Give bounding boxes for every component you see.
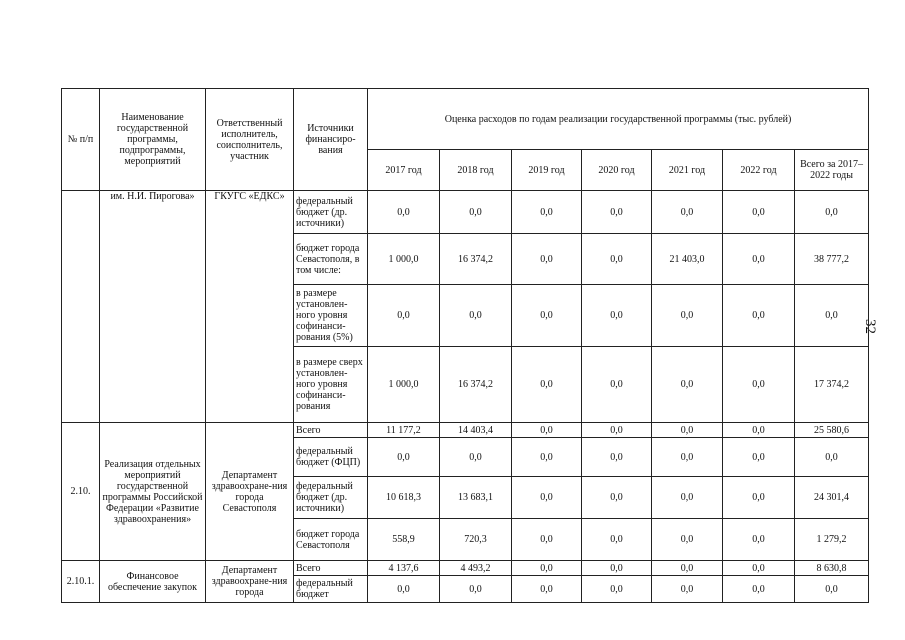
header-col-source: Источники финансиро-вания xyxy=(294,89,368,191)
value-cell: 0,0 xyxy=(652,191,723,234)
value-cell: 0,0 xyxy=(512,519,582,561)
value-cell: 0,0 xyxy=(582,347,652,423)
funding-source: бюджет города Севастополя xyxy=(294,519,368,561)
value-cell: 0,0 xyxy=(440,191,512,234)
value-cell: 0,0 xyxy=(652,423,723,438)
value-cell: 1 000,0 xyxy=(368,347,440,423)
total-cell: 24 301,4 xyxy=(795,477,869,519)
value-cell: 0,0 xyxy=(582,519,652,561)
table-row xyxy=(62,561,869,576)
value-cell: 0,0 xyxy=(512,191,582,234)
header-year: 2017 год xyxy=(368,150,440,191)
value-cell: 0,0 xyxy=(652,561,723,576)
value-cell: 0,0 xyxy=(512,423,582,438)
funding-source: бюджет города Севастополя, в том числе: xyxy=(294,234,368,285)
value-cell: 0,0 xyxy=(652,285,723,347)
header-col-resp: Ответственный исполнитель, соисполнитель, участник xyxy=(206,89,294,191)
value-cell: 4 137,6 xyxy=(368,561,440,576)
value-cell: 0,0 xyxy=(652,477,723,519)
value-cell: 0,0 xyxy=(582,576,652,603)
funding-source: Всего xyxy=(294,423,368,438)
value-cell: 0,0 xyxy=(723,423,795,438)
measure-name: Реализация отдельных мероприятий государственной программы Российской Федерации «Развитие здравоохранения» xyxy=(100,423,206,561)
value-cell: 720,3 xyxy=(440,519,512,561)
responsible-executor: Департамент здравоохране-ния города Севастополя xyxy=(206,423,294,561)
total-cell: 8 630,8 xyxy=(795,561,869,576)
value-cell: 11 177,2 xyxy=(368,423,440,438)
header-year: 2018 год xyxy=(440,150,512,191)
table-row xyxy=(62,191,869,234)
funding-source: Всего xyxy=(294,561,368,576)
measure-name: им. Н.И. Пирогова» xyxy=(100,191,206,423)
total-cell: 1 279,2 xyxy=(795,519,869,561)
value-cell: 0,0 xyxy=(582,477,652,519)
funding-source: федеральный бюджет (ФЦП) xyxy=(294,438,368,477)
value-cell: 0,0 xyxy=(368,576,440,603)
table-row xyxy=(62,423,869,438)
value-cell: 0,0 xyxy=(723,285,795,347)
value-cell: 0,0 xyxy=(723,347,795,423)
header-col-num: № п/п xyxy=(62,89,100,191)
value-cell: 0,0 xyxy=(512,347,582,423)
header-col-estimate: Оценка расходов по годам реализации государственной программы (тыс. рублей) xyxy=(368,89,869,150)
value-cell: 0,0 xyxy=(440,285,512,347)
total-cell: 25 580,6 xyxy=(795,423,869,438)
value-cell: 16 374,2 xyxy=(440,347,512,423)
funding-source: федеральный бюджет (др. источники) xyxy=(294,477,368,519)
total-cell: 17 374,2 xyxy=(795,347,869,423)
value-cell: 0,0 xyxy=(368,438,440,477)
value-cell: 0,0 xyxy=(723,576,795,603)
header-col-name: Наименование государственной программы, подпрограммы, мероприятий xyxy=(100,89,206,191)
total-cell: 38 777,2 xyxy=(795,234,869,285)
value-cell: 0,0 xyxy=(512,234,582,285)
value-cell: 0,0 xyxy=(512,576,582,603)
total-cell: 0,0 xyxy=(795,191,869,234)
row-number: 2.10. xyxy=(62,423,100,561)
row-number xyxy=(62,191,100,423)
value-cell: 0,0 xyxy=(368,285,440,347)
value-cell: 0,0 xyxy=(582,191,652,234)
value-cell: 0,0 xyxy=(582,561,652,576)
value-cell: 0,0 xyxy=(723,519,795,561)
responsible-executor: ГКУГС «ЕДКС» xyxy=(206,191,294,423)
value-cell: 4 493,2 xyxy=(440,561,512,576)
value-cell: 0,0 xyxy=(582,423,652,438)
value-cell: 0,0 xyxy=(652,347,723,423)
total-cell: 0,0 xyxy=(795,438,869,477)
value-cell: 0,0 xyxy=(582,285,652,347)
header-year: 2020 год xyxy=(582,150,652,191)
value-cell: 14 403,4 xyxy=(440,423,512,438)
value-cell: 0,0 xyxy=(512,285,582,347)
financing-table xyxy=(61,88,869,603)
value-cell: 16 374,2 xyxy=(440,234,512,285)
total-cell: 0,0 xyxy=(795,285,869,347)
page-number: 32 xyxy=(862,319,878,334)
value-cell: 0,0 xyxy=(723,191,795,234)
measure-name: Финансовое обеспечение закупок xyxy=(100,561,206,603)
value-cell: 0,0 xyxy=(723,561,795,576)
header-year: 2019 год xyxy=(512,150,582,191)
value-cell: 0,0 xyxy=(512,438,582,477)
value-cell: 21 403,0 xyxy=(652,234,723,285)
funding-source: в размере сверх установлен-ного уровня софинанси-рования xyxy=(294,347,368,423)
value-cell: 0,0 xyxy=(512,561,582,576)
value-cell: 0,0 xyxy=(512,477,582,519)
value-cell: 10 618,3 xyxy=(368,477,440,519)
header-year: 2022 год xyxy=(723,150,795,191)
value-cell: 1 000,0 xyxy=(368,234,440,285)
value-cell: 0,0 xyxy=(440,438,512,477)
header-total: Всего за 2017–2022 годы xyxy=(795,150,869,191)
row-number: 2.10.1. xyxy=(62,561,100,603)
value-cell: 0,0 xyxy=(723,438,795,477)
value-cell: 0,0 xyxy=(368,191,440,234)
value-cell: 0,0 xyxy=(652,519,723,561)
value-cell: 0,0 xyxy=(440,576,512,603)
value-cell: 0,0 xyxy=(723,477,795,519)
value-cell: 0,0 xyxy=(652,438,723,477)
value-cell: 13 683,1 xyxy=(440,477,512,519)
value-cell: 558,9 xyxy=(368,519,440,561)
value-cell: 0,0 xyxy=(582,438,652,477)
value-cell: 0,0 xyxy=(723,234,795,285)
funding-source: федеральный бюджет (др. источники) xyxy=(294,191,368,234)
responsible-executor: Департамент здравоохране-ния города xyxy=(206,561,294,603)
value-cell: 0,0 xyxy=(652,576,723,603)
header-year: 2021 год xyxy=(652,150,723,191)
value-cell: 0,0 xyxy=(582,234,652,285)
total-cell: 0,0 xyxy=(795,576,869,603)
funding-source: в размере установлен-ного уровня софинанси-рования (5%) xyxy=(294,285,368,347)
funding-source: федеральный бюджет xyxy=(294,576,368,603)
